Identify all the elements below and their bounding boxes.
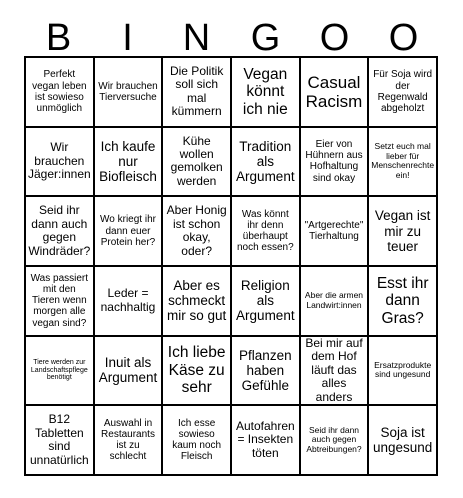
bingo-cell[interactable]: Vegan könnt ich nie bbox=[231, 57, 300, 127]
bingo-cell[interactable]: Setzt euch mal lieber für Menschenrechte ein! bbox=[368, 127, 437, 197]
bingo-cell[interactable]: Vegan ist mir zu teuer bbox=[368, 196, 437, 266]
bingo-cell[interactable]: "Artgerechte" Tierhaltung bbox=[300, 196, 369, 266]
bingo-cell[interactable]: Was könnt ihr denn überhaupt noch essen? bbox=[231, 196, 300, 266]
bingo-board bbox=[24, 56, 438, 476]
bingo-cell[interactable]: Tiere werden zur Landschaftspflege benötigt bbox=[25, 336, 94, 406]
header-letter-o: O bbox=[319, 17, 350, 59]
bingo-cell[interactable]: Ich kaufe nur Biofleisch bbox=[94, 127, 163, 197]
header-letter-o-2: O bbox=[388, 17, 419, 59]
bingo-cell[interactable]: Für Soja wird der Regenwald abgeholzt bbox=[368, 57, 437, 127]
bingo-cell[interactable]: Seid ihr dann auch gegen Abtreibungen? bbox=[300, 405, 369, 475]
header-letter-b: B bbox=[45, 17, 72, 59]
bingo-cell[interactable]: Aber es schmeckt mir so gut bbox=[162, 266, 231, 336]
bingo-cell[interactable]: Seid ihr dann auch gegen Windräder? bbox=[25, 196, 94, 266]
header-letter-i: I bbox=[122, 17, 133, 59]
bingo-cell[interactable]: Leder = nachhaltig bbox=[94, 266, 163, 336]
bingo-cell[interactable]: Tradition als Argument bbox=[231, 127, 300, 197]
bingo-cell[interactable]: Inuit als Argument bbox=[94, 336, 163, 406]
header-letter-n: N bbox=[182, 17, 211, 59]
bingo-cell[interactable]: Autofahren = Insekten töten bbox=[231, 405, 300, 475]
bingo-cell[interactable]: Wo kriegt ihr dann euer Protein her? bbox=[94, 196, 163, 266]
bingo-cell[interactable]: Soja ist ungesund bbox=[368, 405, 437, 475]
bingo-cell[interactable]: Was passiert mit den Tieren wenn morgen alle vegan sind? bbox=[25, 266, 94, 336]
bingo-cell[interactable]: Aber Honig ist schon okay, oder? bbox=[162, 196, 231, 266]
bingo-cell[interactable]: Aber die armen Landwirt:innen bbox=[300, 266, 369, 336]
bingo-cell[interactable]: Wir brauchen Tierversuche bbox=[94, 57, 163, 127]
bingo-header bbox=[24, 18, 438, 58]
bingo-cell[interactable]: B12 Tabletten sind unnatürlich bbox=[25, 405, 94, 475]
bingo-cell[interactable]: Ersatzprodukte sind ungesund bbox=[368, 336, 437, 406]
bingo-cell[interactable]: Die Politik soll sich mal kümmern bbox=[162, 57, 231, 127]
bingo-cell[interactable]: Pflanzen haben Gefühle bbox=[231, 336, 300, 406]
bingo-cell[interactable]: Wir brauchen Jäger:innen bbox=[25, 127, 94, 197]
bingo-cell[interactable]: Religion als Argument bbox=[231, 266, 300, 336]
bingo-cell[interactable]: Esst ihr dann Gras? bbox=[368, 266, 437, 336]
header-letter-g: G bbox=[250, 17, 281, 59]
bingo-cell[interactable]: Kühe wollen gemolken werden bbox=[162, 127, 231, 197]
bingo-cell[interactable]: Auswahl in Restaurants ist zu schlecht bbox=[94, 405, 163, 475]
bingo-cell[interactable]: Casual Racism bbox=[300, 57, 369, 127]
bingo-cell[interactable]: Perfekt vegan leben ist sowieso unmöglich bbox=[25, 57, 94, 127]
bingo-cell[interactable]: Bei mir auf dem Hof läuft das alles anders bbox=[300, 336, 369, 406]
bingo-cell[interactable]: Ich liebe Käse zu sehr bbox=[162, 336, 231, 406]
bingo-cell[interactable]: Eier von Hühnern aus Hofhaltung sind okay bbox=[300, 127, 369, 197]
bingo-cell[interactable]: Ich esse sowieso kaum noch Fleisch bbox=[162, 405, 231, 475]
